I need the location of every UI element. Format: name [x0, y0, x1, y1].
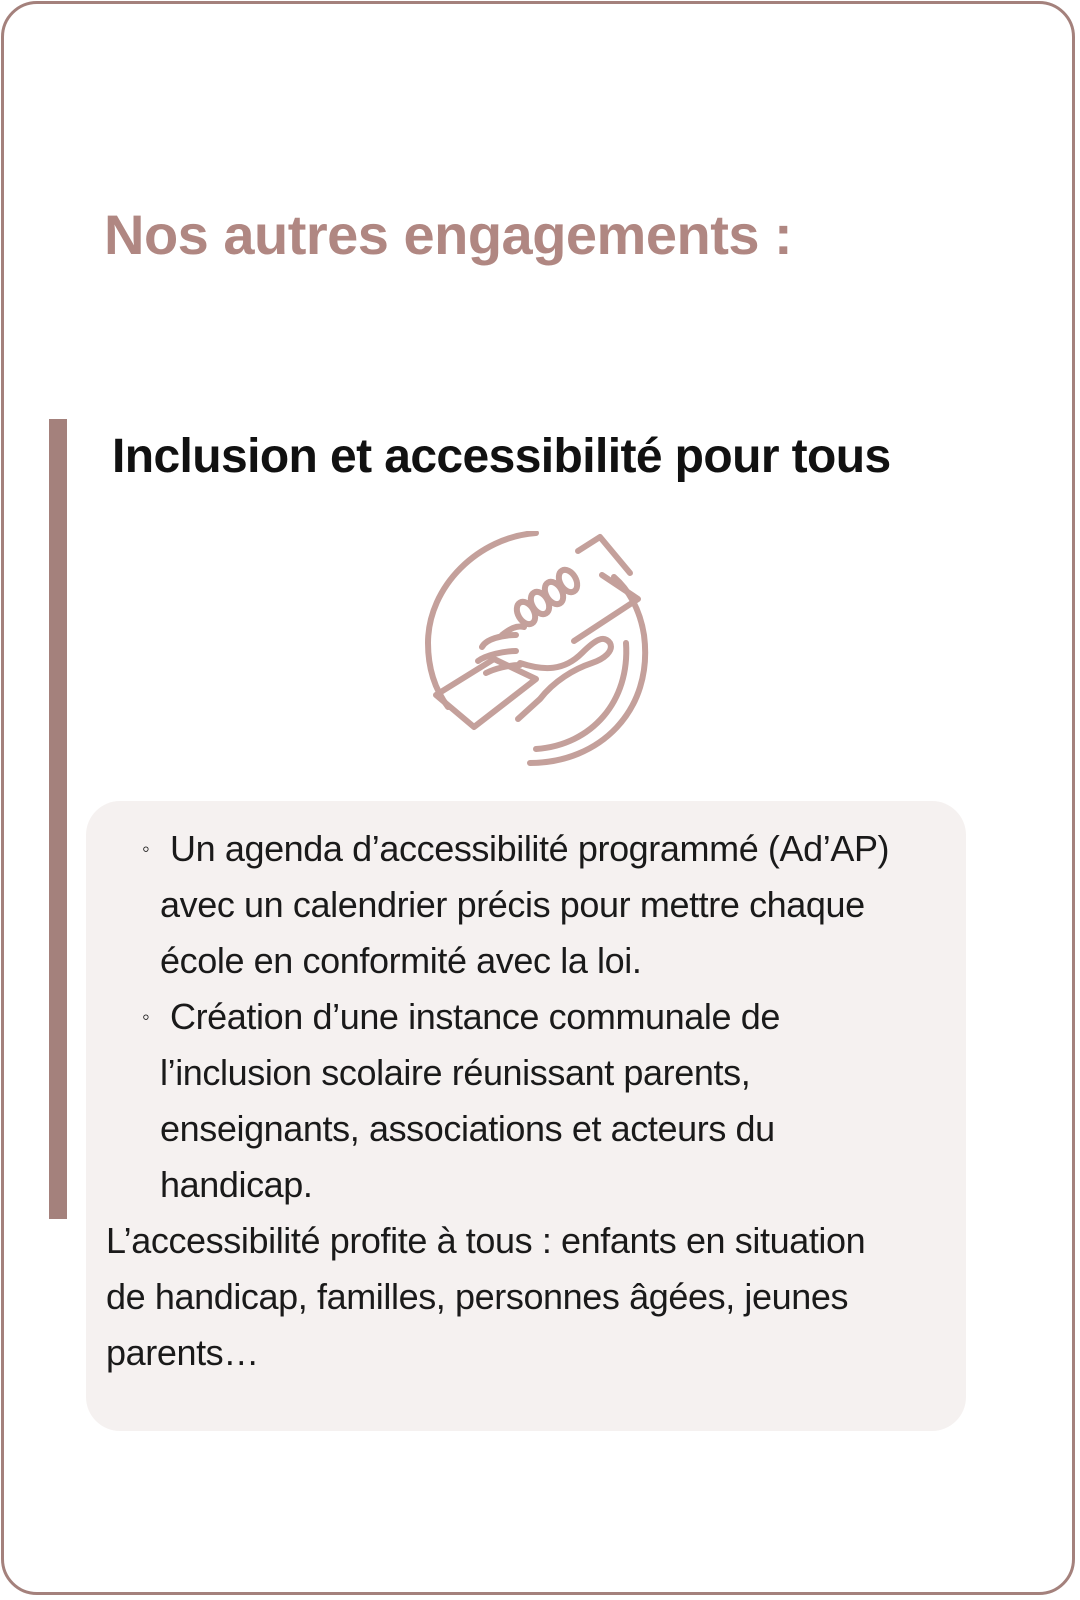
info-box	[86, 801, 966, 1431]
page-title: Nos autres engagements :	[104, 203, 793, 266]
bullet-text-line: handicap.	[160, 1164, 313, 1205]
section-title: Inclusion et accessibilité pour tous	[112, 430, 891, 483]
bullet-text-line: l’inclusion scolaire réunissant parents,	[160, 1052, 751, 1093]
bullet-marker: ◦	[142, 1004, 150, 1029]
closing-text-line: de handicap, familles, personnes âgées, jeunes	[106, 1276, 849, 1317]
bullet-text-line: Un agenda d’accessibilité programmé (Ad’AP)	[170, 828, 890, 869]
bullet-marker: ◦	[142, 836, 150, 861]
bullet-text-line: Création d’une instance communale de	[170, 996, 780, 1037]
bullet-text-line: avec un calendrier précis pour mettre chaque	[160, 884, 865, 925]
section-accent-bar	[49, 419, 67, 1219]
helping-hands-icon	[424, 531, 660, 769]
closing-text-line: parents…	[106, 1332, 259, 1373]
bullet-text-line: école en conformité avec la loi.	[160, 940, 642, 981]
bullet-text-line: enseignants, associations et acteurs du	[160, 1108, 775, 1149]
content-card	[1, 1, 1075, 1595]
closing-text-line: L’accessibilité profite à tous : enfants en situation	[106, 1220, 866, 1261]
